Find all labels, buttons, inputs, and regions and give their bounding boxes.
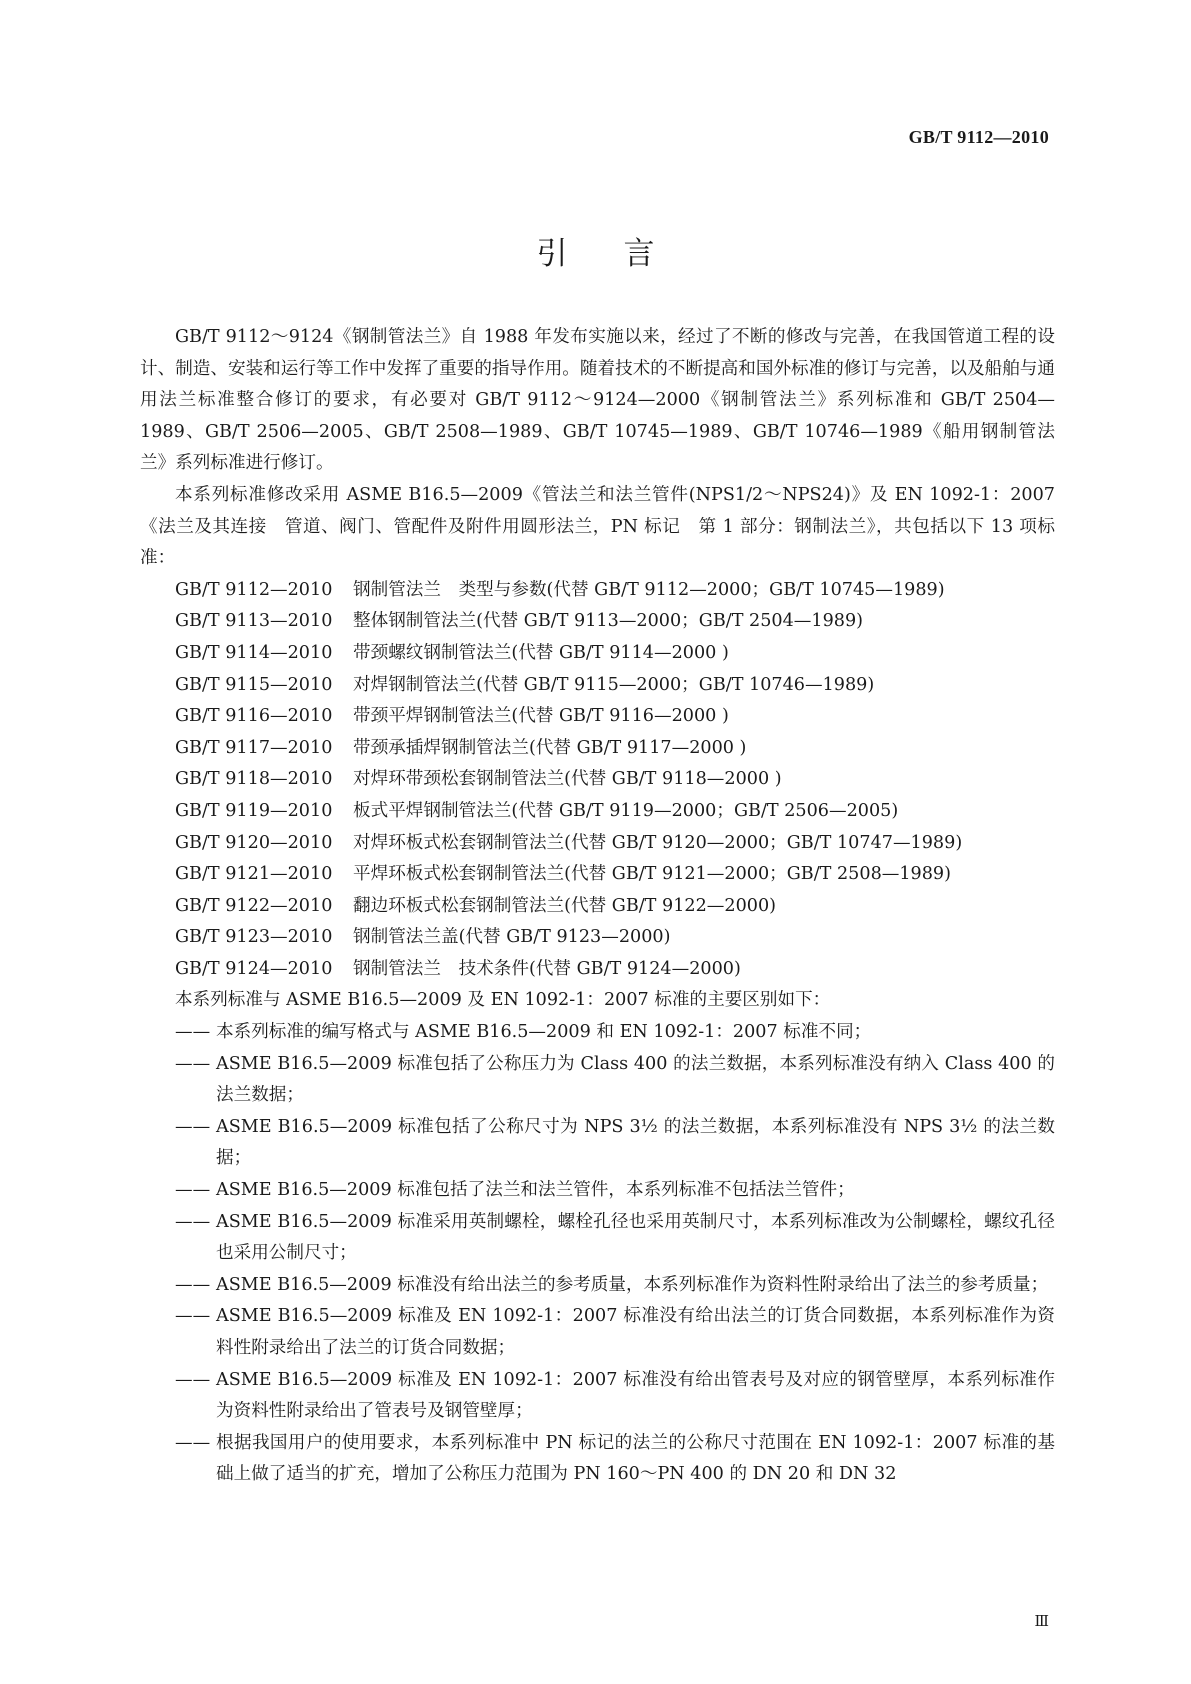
document-body <box>140 322 1055 1491</box>
dash-marker: —— <box>175 1180 211 1201</box>
standard-title: 翻边环板式松套钢制管法兰(代替 GB/T 9122—2000) <box>353 895 777 916</box>
standard-code: GB/T 9114—2010 <box>175 642 333 663</box>
standard-item <box>140 859 1055 891</box>
difference-text: 根据我国用户的使用要求，本系列标准中 PN 标记的法兰的公称尺寸范围在 EN 1092-1：2007 标准的基础上做了适当的扩充，增加了公称压力范围为 PN 160～PN 400 的 DN 20 和 DN 32 <box>216 1432 1055 1485</box>
difference-item <box>140 1301 1055 1364</box>
standard-item <box>140 638 1055 670</box>
standard-title: 板式平焊钢制管法兰(代替 GB/T 9119—2000；GB/T 2506—2005) <box>353 800 899 821</box>
difference-item <box>140 1428 1055 1491</box>
page-number: Ⅲ <box>1034 1612 1049 1630</box>
difference-text: ASME B16.5—2009 标准及 EN 1092-1：2007 标准没有给出管表号及对应的钢管壁厚，本系列标准作为资料性附录给出了管表号及钢管壁厚； <box>216 1369 1055 1422</box>
standard-code-header: GB/T 9112—2010 <box>908 127 1049 147</box>
intro-paragraph-1: GB/T 9112～9124《钢制管法兰》自 1988 年发布实施以来，经过了不断的修改与完善，在我国管道工程的设计、制造、安装和运行等工作中发挥了重要的指导作用。随着技术的不断提高和国外标准的修订与完善，以及船舶与通用法兰标准整合修订的要求，有必要对 GB/T 9112～9124—2000《钢制管法兰》系列标准和 GB/T 2504—1989、GB/T 2506—2005、GB/T 2508—1989、GB/T 10745—1989、GB/T 10746—1989《船用钢制管法兰》系列标准进行修订。 <box>140 327 1055 474</box>
standard-code: GB/T 9124—2010 <box>175 958 333 979</box>
dash-marker: —— <box>175 1274 211 1295</box>
intro-paragraph-2: 本系列标准修改采用 ASME B16.5—2009《管法兰和法兰管件(NPS1/2～NPS24)》及 EN 1092-1：2007《法兰及其连接 管道、阀门、管配件及附件用圆形法兰，PN 标记 第 1 部分：钢制法兰》，共包括以下 13 项标准： <box>140 484 1055 569</box>
standards-list <box>140 575 1055 986</box>
standard-code: GB/T 9112—2010 <box>175 579 333 600</box>
standard-code: GB/T 9113—2010 <box>175 611 333 632</box>
standard-code: GB/T 9115—2010 <box>175 674 333 695</box>
differences-intro: 本系列标准与 ASME B16.5—2009 及 EN 1092-1：2007 标准的主要区别如下： <box>175 990 831 1011</box>
differences-list <box>140 1017 1055 1491</box>
difference-text: ASME B16.5—2009 标准采用英制螺栓，螺栓孔径也采用英制尺寸，本系列标准改为公制螺栓，螺纹孔径也采用公制尺寸； <box>216 1211 1055 1264</box>
standard-title: 对焊钢制管法兰(代替 GB/T 9115—2000；GB/T 10746—1989) <box>353 674 875 695</box>
dash-marker: —— <box>175 1116 211 1137</box>
dash-marker: —— <box>175 1369 211 1390</box>
standard-title: 钢制管法兰盖(代替 GB/T 9123—2000) <box>353 927 671 948</box>
difference-item <box>140 1207 1055 1270</box>
dash-marker: —— <box>175 1306 211 1327</box>
standard-title: 对焊环板式松套钢制管法兰(代替 GB/T 9120—2000；GB/T 10747—1989) <box>353 832 963 853</box>
difference-item <box>140 1270 1055 1302</box>
difference-text: 本系列标准的编写格式与 ASME B16.5—2009 和 EN 1092-1：2007 标准不同； <box>216 1022 872 1043</box>
difference-text: ASME B16.5—2009 标准没有给出法兰的参考质量，本系列标准作为资料性附录给出了法兰的参考质量； <box>216 1274 1049 1295</box>
dash-marker: —— <box>175 1053 211 1074</box>
standard-title: 带颈螺纹钢制管法兰(代替 GB/T 9114—2000 ) <box>353 642 729 663</box>
standard-title: 平焊环板式松套钢制管法兰(代替 GB/T 9121—2000；GB/T 2508—1989) <box>353 864 951 885</box>
standard-item <box>140 575 1055 607</box>
standard-item <box>140 954 1055 986</box>
difference-item <box>140 1175 1055 1207</box>
standard-title: 带颈平焊钢制管法兰(代替 GB/T 9116—2000 ) <box>353 706 729 727</box>
standard-title: 钢制管法兰 技术条件(代替 GB/T 9124—2000) <box>353 958 741 979</box>
standard-item <box>140 733 1055 765</box>
standard-code: GB/T 9121—2010 <box>175 864 333 885</box>
section-title: 引言 <box>536 236 711 272</box>
standard-code: GB/T 9117—2010 <box>175 737 333 758</box>
standard-item <box>140 670 1055 702</box>
dash-marker: —— <box>175 1022 211 1043</box>
difference-item <box>140 1017 1055 1049</box>
standard-item <box>140 796 1055 828</box>
standard-code: GB/T 9118—2010 <box>175 769 333 790</box>
difference-item <box>140 1365 1055 1428</box>
dash-marker: —— <box>175 1211 211 1232</box>
standard-code: GB/T 9123—2010 <box>175 927 333 948</box>
standard-code: GB/T 9122—2010 <box>175 895 333 916</box>
standard-code: GB/T 9120—2010 <box>175 832 333 853</box>
standard-item <box>140 891 1055 923</box>
standard-code: GB/T 9116—2010 <box>175 706 333 727</box>
difference-text: ASME B16.5—2009 标准包括了公称压力为 Class 400 的法兰数据，本系列标准没有纳入 Class 400 的法兰数据； <box>216 1053 1055 1106</box>
standard-item <box>140 701 1055 733</box>
standard-code: GB/T 9119—2010 <box>175 800 333 821</box>
difference-item <box>140 1112 1055 1175</box>
standard-title: 带颈承插焊钢制管法兰(代替 GB/T 9117—2000 ) <box>353 737 747 758</box>
standard-item <box>140 828 1055 860</box>
standard-title: 整体钢制管法兰(代替 GB/T 9113—2000；GB/T 2504—1989) <box>353 611 864 632</box>
difference-text: ASME B16.5—2009 标准及 EN 1092-1：2007 标准没有给出法兰的订货合同数据，本系列标准作为资料性附录给出了法兰的订货合同数据； <box>216 1306 1055 1358</box>
standard-item <box>140 922 1055 954</box>
standard-title: 钢制管法兰 类型与参数(代替 GB/T 9112—2000；GB/T 10745—1989) <box>353 579 945 600</box>
standard-item <box>140 764 1055 796</box>
dash-marker: —— <box>175 1432 211 1453</box>
standard-item <box>140 606 1055 638</box>
difference-text: ASME B16.5—2009 标准包括了法兰和法兰管件，本系列标准不包括法兰管件； <box>216 1180 855 1201</box>
difference-text: ASME B16.5—2009 标准包括了公称尺寸为 NPS 3½ 的法兰数据，本系列标准没有 NPS 3½ 的法兰数据； <box>216 1116 1055 1169</box>
difference-item <box>140 1049 1055 1112</box>
standard-title: 对焊环带颈松套钢制管法兰(代替 GB/T 9118—2000 ) <box>353 769 782 790</box>
